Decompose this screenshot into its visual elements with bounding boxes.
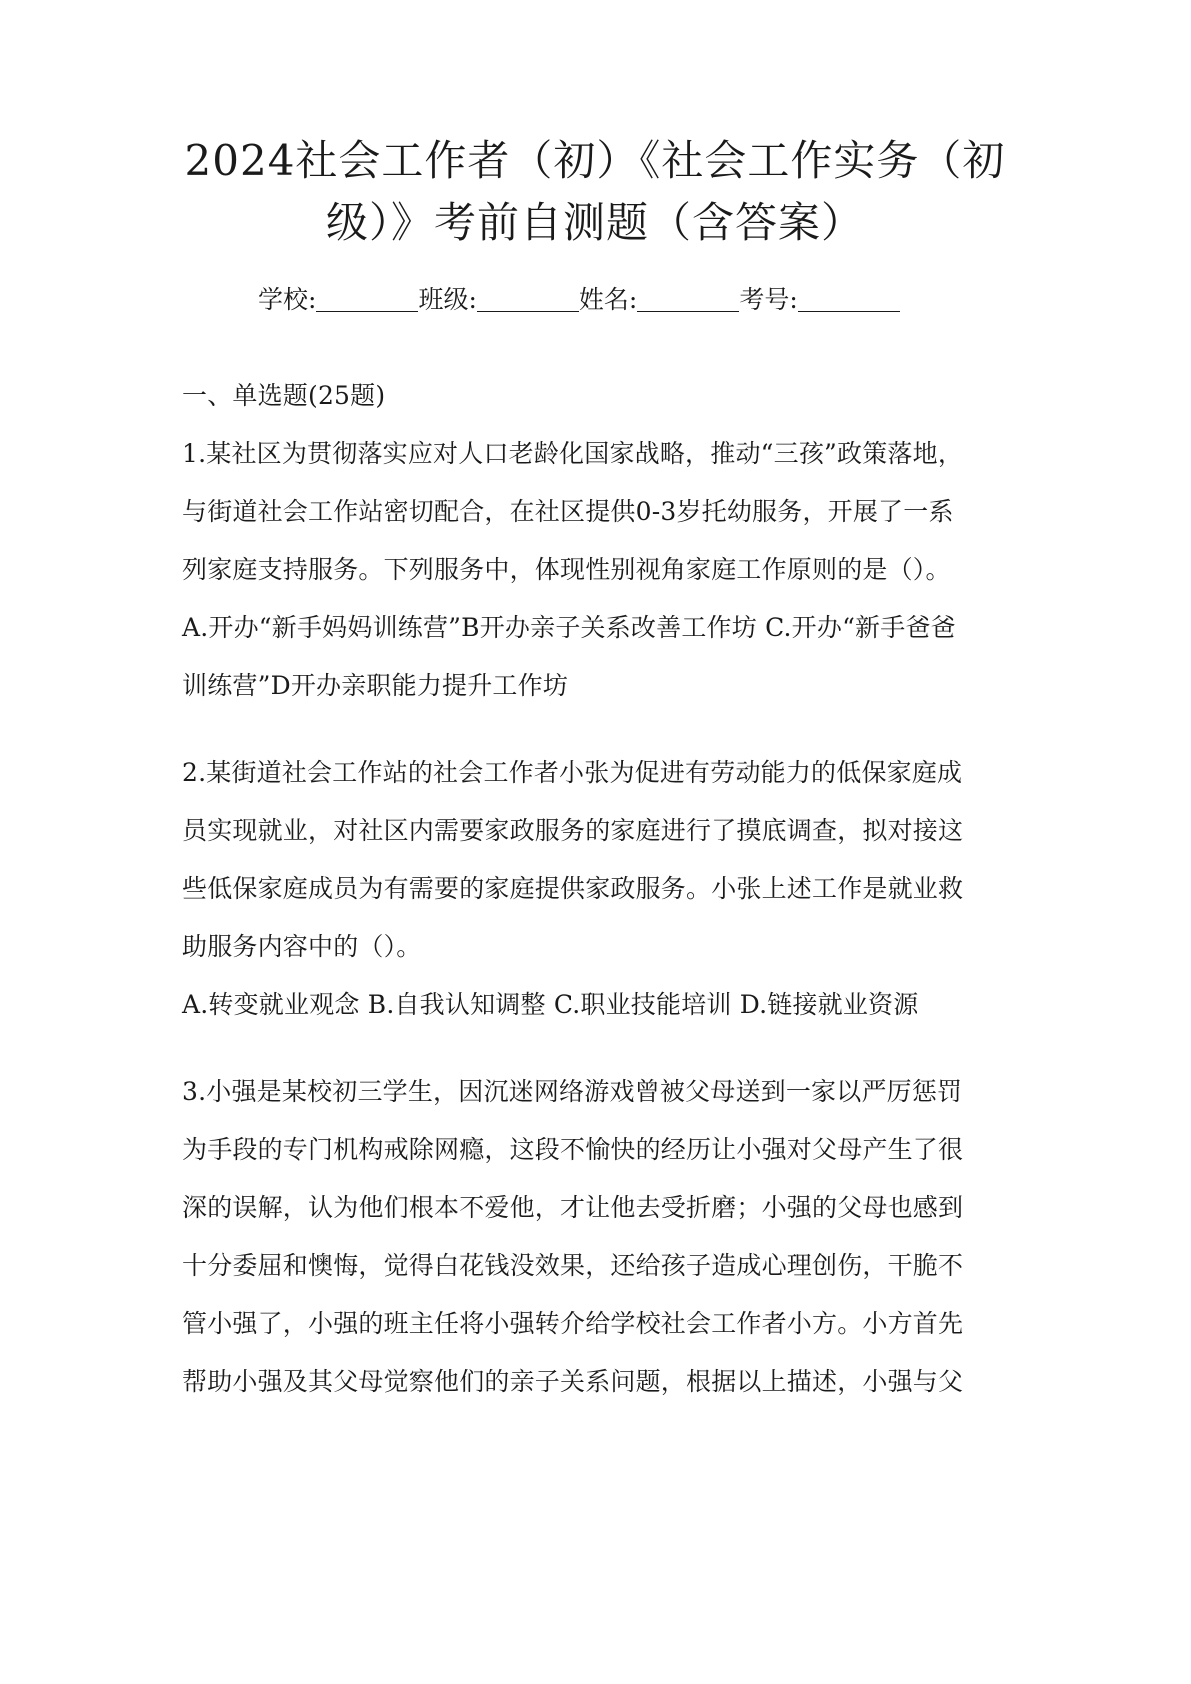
school-label: 学校: [258, 285, 317, 314]
question-2-options-line-1: A.转变就业观念 B.自我认知调整 C.职业技能培训 D.链接就业资源 [182, 990, 919, 1019]
question-2-line-1: 2.某街道社会工作站的社会工作者小张为促进有劳动能力的低保家庭成 [182, 758, 963, 787]
school-blank [316, 285, 418, 312]
class-blank [477, 285, 579, 312]
question-1-line-1: 1.某社区为贯彻落实应对人口老龄化国家战略，推动“三孩”政策落地， [182, 439, 964, 468]
exam-number-blank [798, 285, 900, 312]
document-title-line-2: 级）》考前自测题（含答案） [325, 198, 864, 247]
section-heading: 一、单选题(25题) [182, 381, 386, 410]
name-blank [637, 285, 739, 312]
class-label: 班级: [418, 285, 477, 314]
question-3-line-1: 3.小强是某校初三学生，因沉迷网络游戏曾被父母送到一家以严厉惩罚 [182, 1077, 963, 1106]
question-3-line-6: 帮助小强及其父母觉察他们的亲子关系问题，根据以上描述，小强与父 [182, 1367, 964, 1396]
question-1-options-line-1: A.开办“新手妈妈训练营”B开办亲子关系改善工作坊 C.开办“新手爸爸 [182, 613, 956, 642]
question-3-line-5: 管小强了，小强的班主任将小强转介给学校社会工作者小方。小方首先 [182, 1309, 964, 1338]
question-3-line-2: 为手段的专门机构戒除网瘾，这段不愉快的经历让小强对父母产生了很 [182, 1135, 964, 1164]
question-3-line-3: 深的误解，认为他们根本不爱他，才让他去受折磨；小强的父母也感到 [182, 1193, 964, 1222]
document-title-line-1: 2024社会工作者（初）《社会工作实务（初 [184, 136, 1006, 185]
question-2-line-3: 些低保家庭成员为有需要的家庭提供家政服务。小张上述工作是就业救 [182, 874, 964, 903]
exam-number-label: 考号: [739, 285, 798, 314]
question-2-line-4: 助服务内容中的（）。 [182, 932, 422, 961]
question-1-line-3: 列家庭支持服务。下列服务中，体现性别视角家庭工作原则的是（）。 [182, 555, 951, 584]
student-info-fields [258, 280, 958, 320]
question-1-line-2: 与街道社会工作站密切配合，在社区提供0-3岁托幼服务，开展了一系 [182, 497, 954, 526]
question-2-line-2: 员实现就业，对社区内需要家政服务的家庭进行了摸底调查，拟对接这 [182, 816, 964, 845]
question-3-line-4: 十分委屈和懊悔，觉得白花钱没效果，还给孩子造成心理创伤，干脆不 [182, 1251, 964, 1280]
question-1-options-line-2: 训练营”D开办亲职能力提升工作坊 [182, 671, 569, 700]
name-label: 姓名: [578, 285, 638, 314]
